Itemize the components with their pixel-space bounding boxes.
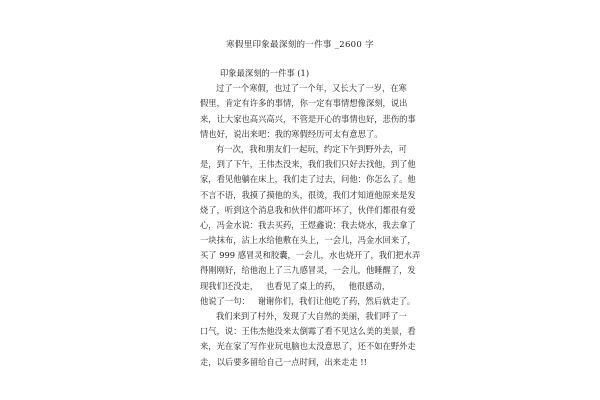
text-line: 家，看见他躺在床上，我们走了过去，问他：你怎么了。他: [200, 174, 416, 185]
text-line: 现我们还没走， 也看见了桌上的药， 他很感动，: [200, 280, 391, 291]
text-line: 买了 999 感冒灵和胶囊，一会儿，水也烧开了，我们把水弄: [200, 250, 421, 261]
text-line: 来，光在家了写作业玩电脑也太没意思了，还不如在野外走: [200, 341, 416, 352]
text-line: 假里，肯定有许多的事情，你一定有事情想像深刻，说出: [200, 98, 408, 109]
text-line: 过了一个寒假，也过了一个年，又长大了一岁，在寒: [216, 83, 407, 94]
text-line: 得刚刚好，给他泡上了三九感冒灵，一会儿，他睡醒了，发: [200, 265, 416, 276]
text-line: 我们来到了村外，发现了大自然的美丽，我们呼了一: [216, 311, 407, 321]
text-line: 口气，说：王伟杰他没来太倒霉了看不见这么美的美景，看: [200, 326, 416, 337]
document-title: 寒假里印象最深刻的一件事 _2600 字: [226, 40, 374, 50]
text-line: 是，到了下午，王伟杰没来，我们我们只好去找他，到了他: [200, 159, 416, 170]
text-line: 他说了一句： 谢谢你们，我们让他吃了药，然后就走了。: [200, 295, 416, 306]
text-line: 烧了，听到这个消息我和伙伴们都吓坏了，伙伴们都很有爱: [200, 204, 416, 215]
text-line: 来，让大家也高兴高兴，不管是开心的事情也好，悲伤的事: [200, 113, 416, 124]
text-line: 不言不语，我摸了摸他的头，很烫，我们才知道他原来是发: [200, 189, 416, 200]
text-line: 走，以后要多留给自己一点时间，出来走走 !!: [200, 356, 367, 367]
document-body: [200, 66, 421, 370]
paragraph-lines: [200, 81, 421, 370]
text-line: 一块抹布，沾上水给他敷在头上，一会儿，冯金水回来了，: [200, 235, 416, 246]
text-line: 情也好，说出来吧：我的寒假经历可太有意思了。: [200, 128, 383, 139]
section-heading: 印象最深刻的一件事 (1): [220, 68, 310, 78]
text-line: 心，冯金水说：我去买药，王煜鑫说：我去烧水，我去拿了: [200, 219, 416, 230]
text-line: 有一次，我和朋友们一起玩，约定下午到野外去，可: [216, 143, 407, 154]
